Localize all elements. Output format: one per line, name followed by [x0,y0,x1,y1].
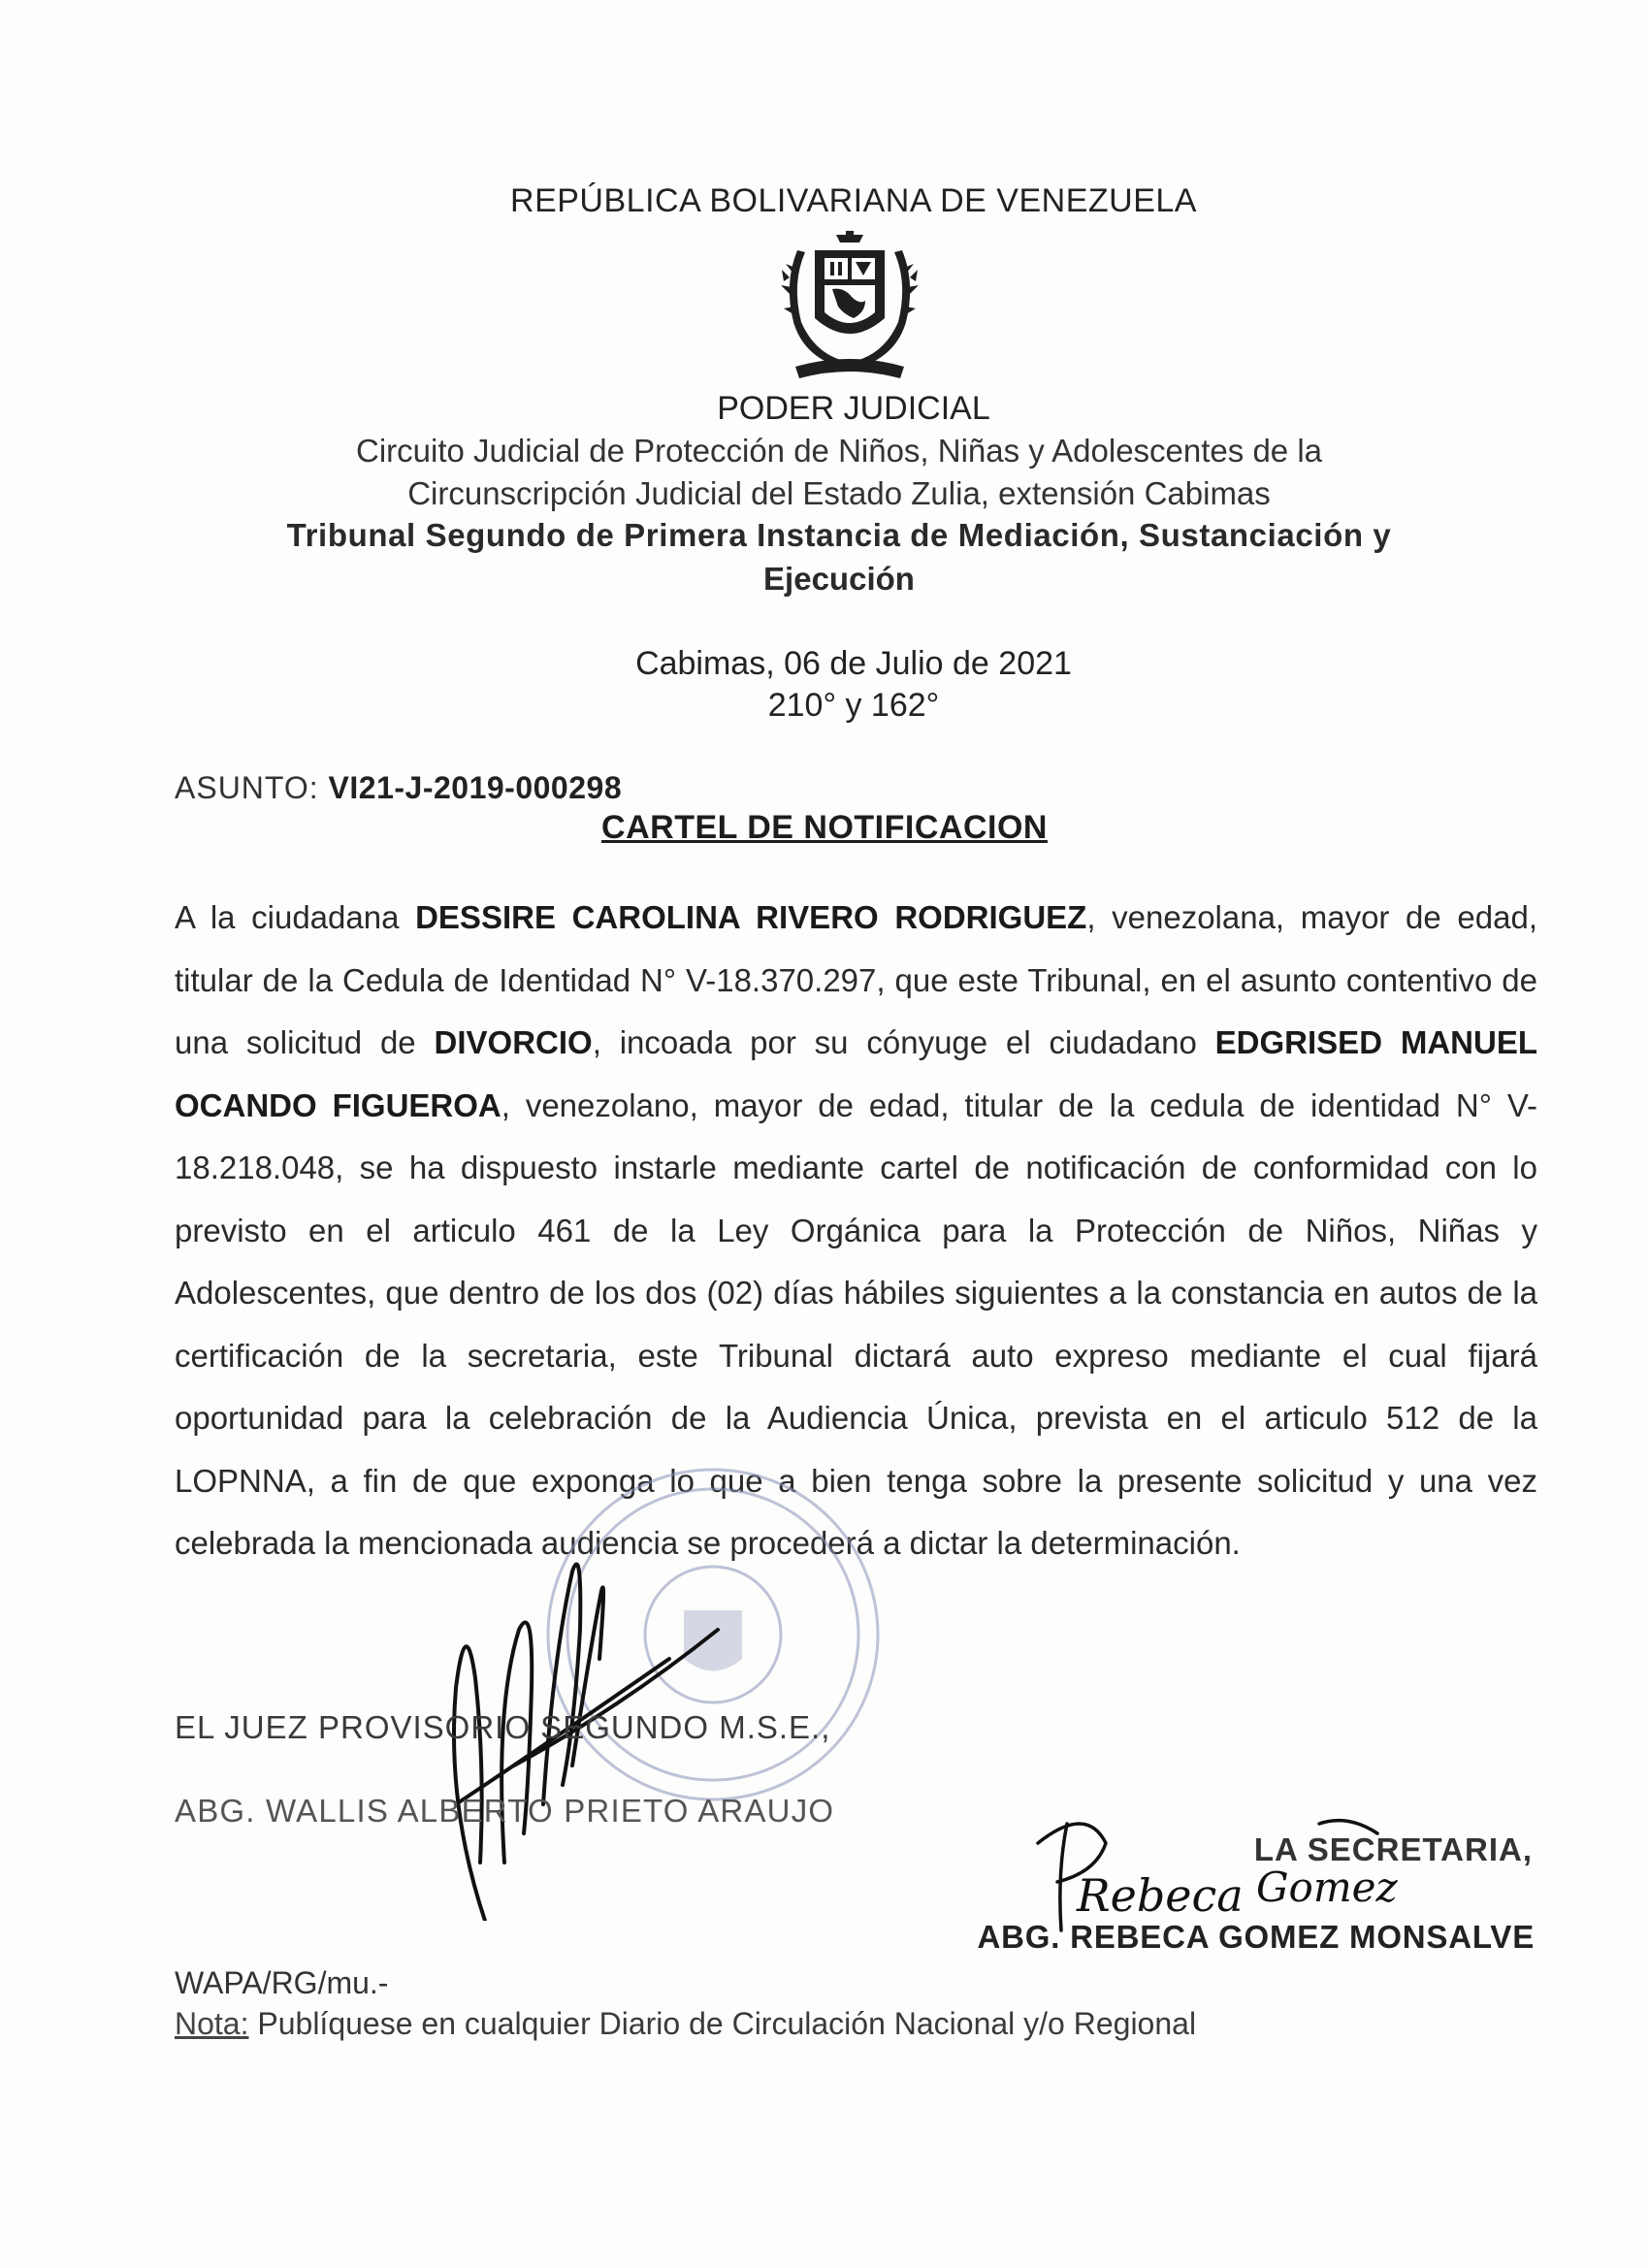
body-text-segment: , venezolano, mayor de edad, titular de la cedula de identidad N° V-18.218.048, se ha dispuesto instarle mediante cartel de notificación de conformidad con lo previsto en el articulo 461 de la Ley Orgánica para la Protección de Niños, Niñas y Adolescentes, que dentro de los dos (02) días hábiles siguientes a la constancia en autos de la certificación de la secretaria, este Tribunal dictará auto expreso mediante el cual fijará oportunidad para la celebración de la Audiencia Única, prevista en el articulo 512 de la LOPNNA, a fin de que exponga lo que a bien tenga sobre la presente solicitud y una vez celebrada la mencionada audiencia se procederá a dictar la determinación. [175,1086,1538,1561]
publication-note [175,2006,1196,2042]
secretary-name: ABG. REBECA GOMEZ MONSALVE [977,1919,1535,1955]
secretary-title: LA SECRETARIA, [1253,1831,1533,1867]
asunto-label: ASUNTO: [175,770,319,805]
document-date: Cabimas, 06 de Julio de 2021 [635,645,1072,682]
circuito-line-2: Circunscripción Judicial del Estado Zulia, extensión Cabimas [407,475,1271,511]
case-type: DIVORCIO [434,1024,593,1060]
body-text-segment: , incoada por su cónyuge el ciudadano [592,1024,1215,1060]
document-title: CARTEL DE NOTIFICACION [601,809,1048,846]
poder-judicial-heading: PODER JUDICIAL [717,390,990,427]
republic-heading: REPÚBLICA BOLIVARIANA DE VENEZUELA [510,182,1197,219]
judge-name: ABG. WALLIS ALBERTO PRIETO ARAUJO [175,1793,835,1829]
note-label: Nota: [175,2006,249,2041]
note-text: Publíquese en cualquier Diario de Circulación Nacional y/o Regional [248,2006,1197,2041]
recipient-name: DESSIRE CAROLINA RIVERO RODRIGUEZ [415,899,1087,935]
asunto-line [175,770,622,806]
tribunal-line-2: Ejecución [763,561,915,597]
body-text-segment: , venezolana, mayor de edad, titular de la Cedula de Identidad N° V-18.370.297, que este Tribunal, en el asunto contentivo de una solicitud de [175,899,1537,1060]
asunto-code: VI21-J-2019-000298 [328,770,623,805]
spouse-name: EDGRISED MANUEL OCANDO FIGUEROA [175,1024,1538,1123]
judge-title: EL JUEZ PROVISORIO SEGUNDO M.S.E., [175,1709,831,1745]
notification-body [175,887,1537,1575]
document-initials: WAPA/RG/mu.- [175,1965,389,2000]
circuito-line-1: Circuito Judicial de Protección de Niños, Niñas y Adolescentes de la [355,433,1323,469]
document-years: 210° y 162° [767,687,940,724]
body-text-segment: A la ciudadana [175,899,416,935]
secretary-signature-first: Rebeca [1077,1869,1244,1922]
coat-of-arms-seal [776,229,923,382]
tribunal-line-1: Tribunal Segundo de Primera Instancia de Mediación, Sustanciación y [286,517,1392,553]
secretary-signature-last: Gomez [1256,1863,1398,1911]
